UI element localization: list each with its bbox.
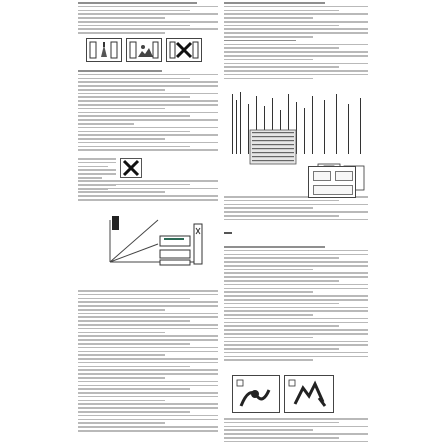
clip-art-icon [87, 39, 121, 61]
right-paragraph-2 [224, 196, 368, 222]
line-diagram [108, 214, 204, 266]
close-panel [166, 38, 202, 62]
right-paragraph-1 [224, 2, 368, 81]
x-figure [120, 158, 142, 178]
right-paragraph-4 [224, 418, 368, 444]
close-x-icon [121, 159, 141, 177]
small-table-cell [335, 171, 353, 181]
top-icon-row [86, 38, 204, 62]
left-paragraph-1 [78, 70, 218, 153]
tools-icon [285, 376, 333, 412]
close-x-icon [167, 39, 201, 61]
tick-row [106, 276, 216, 284]
small-table-cell [313, 171, 331, 181]
small-table [308, 166, 356, 198]
small-table-cell [313, 185, 353, 195]
left-paragraph-2 [78, 180, 218, 203]
left-paragraph-3 [78, 290, 218, 434]
image-panel [126, 38, 162, 62]
clip-art-panel [86, 38, 122, 62]
line-diagram-svg [108, 214, 204, 266]
person-panel [232, 375, 280, 413]
person-icon [233, 376, 279, 412]
image-icon [127, 39, 161, 61]
tools-panel [284, 375, 334, 413]
right-paragraph-3 [224, 246, 368, 363]
section-marker [224, 232, 232, 234]
header-text [78, 2, 218, 36]
